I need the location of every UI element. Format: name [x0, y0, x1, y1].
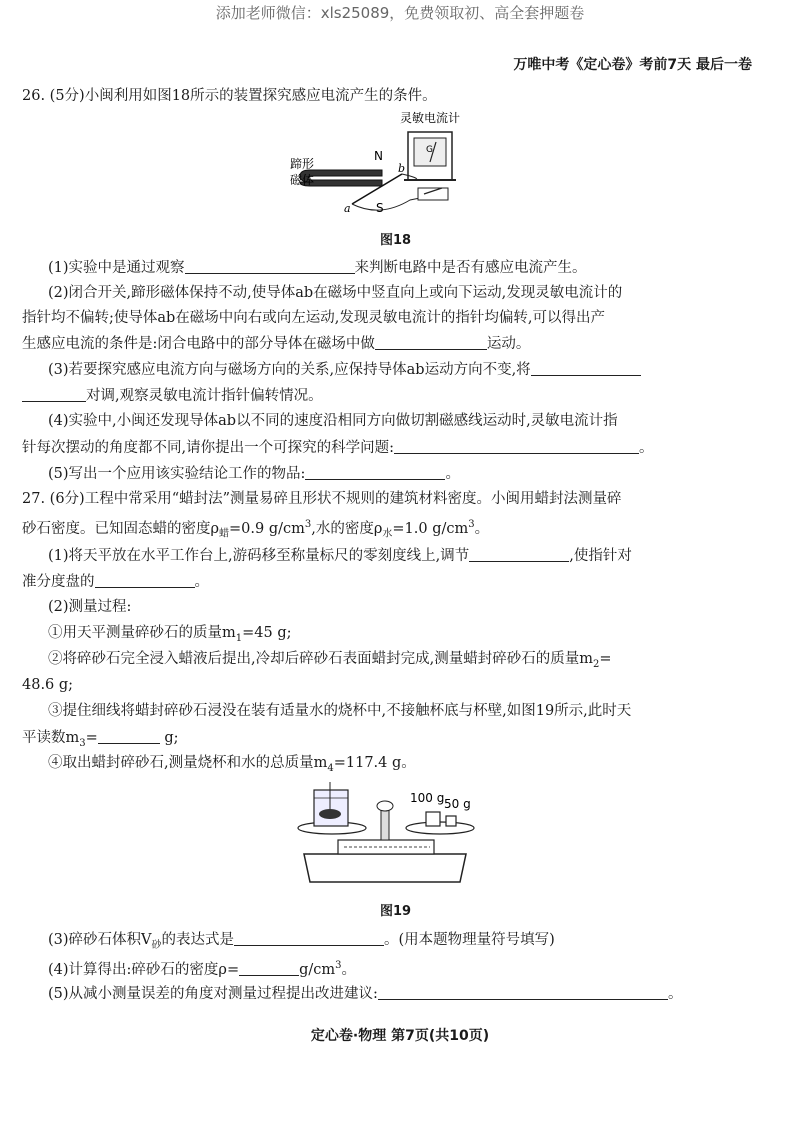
label-g: G: [426, 145, 433, 155]
blank-q27-5[interactable]: [378, 983, 668, 1000]
q26-p2c: 生感应电流的条件是:闭合电路中的部分导体在磁场中做 运动。: [22, 333, 530, 354]
q26-p4a: (4)实验中,小闽还发现导体ab以不同的速度沿相同方向做切割磁感线运动时,灵敏电流计指: [48, 413, 618, 429]
q27-stem2: 砂石密度。已知固态蜡的密度$\rho_蜡=0.9$ $g/cm^3$,水的密度$\rho_水=1.0$ $g/cm^3$。: [22, 519, 490, 540]
q26-p1: (1)实验中是通过观察 来判断电路中是否有感应电流产生。: [48, 257, 587, 278]
q27-s3a: ③提住细线将蜡封碎砂石浸没在装有适量水的烧杯中,不接触杯底与杯壁,如图19所示,此时天: [48, 703, 632, 719]
label-s: S: [376, 201, 384, 215]
balance-pillar: [381, 808, 389, 840]
q27-s2: ②将碎砂石完全浸入蜡液后提出,冷却后碎砂石表面蜡封完成,测量蜡封碎砂石的质量$m_2=$: [48, 651, 612, 670]
watermark: 添加老师微信：xls25089，免费领取初、高全套押题卷: [215, 4, 585, 22]
label-b: b: [398, 162, 406, 175]
blank-q27-4[interactable]: [239, 959, 299, 976]
label-galvanometer: 灵敏电流计: [400, 111, 461, 125]
wax-coated-stone: [319, 809, 341, 819]
label-magnet-2: 磁体: [290, 173, 315, 187]
page-header: 万唯中考《定心卷》考前7天 最后一卷: [513, 57, 752, 73]
blank-q26-5[interactable]: [305, 463, 445, 480]
q27-p2: (2)测量过程:: [48, 599, 132, 615]
blank-q26-1[interactable]: [185, 257, 355, 274]
q27-p3: (3)碎砂石体积$V_砂$的表达式是 。(用本题物理量符号填写): [48, 929, 555, 956]
q27-s1: ①用天平测量碎砂石的质量$m_1=45$ g;: [48, 625, 292, 644]
label-50g: 50 g: [444, 797, 471, 811]
q27-s2c: 48.6 g;: [22, 677, 74, 693]
label-n: N: [374, 149, 383, 163]
weight-50g: [446, 816, 456, 826]
blank-q27-2[interactable]: [95, 571, 195, 588]
balance-base: [304, 854, 466, 882]
q26-p4b: 针每次摆动的角度都不同,请你提出一个可探究的科学问题: 。: [22, 437, 654, 458]
label-a: a: [344, 202, 351, 215]
blank-q27-1[interactable]: [469, 545, 569, 562]
q27-s3b: 平读数$m_3= g$;: [22, 727, 179, 754]
weight-100g: [426, 812, 440, 826]
q26-p5: (5)写出一个应用该实验结论工作的物品: 。: [48, 463, 460, 484]
label-100g: 100 g: [410, 791, 445, 805]
q26-p2a: (2)闭合开关,蹄形磁体保持不动,使导体ab在磁场中竖直向上或向下运动,发现灵敏电流计的: [48, 285, 623, 301]
page-footer: 定心卷·物理 第7页(共10页): [310, 1028, 490, 1044]
figure-18-apparatus: [290, 108, 480, 220]
q27-p5: (5)从减小测量误差的角度对测量过程提出改进建议: 。: [48, 983, 682, 1004]
blank-q26-4[interactable]: [394, 437, 639, 454]
figure-19-balance: [290, 782, 480, 892]
q26-p3a: (3)若要探究感应电流方向与磁场方向的关系,应保持导体ab运动方向不变,将: [48, 359, 641, 380]
q27-p1c: 准分度盘的 。: [22, 571, 209, 592]
switch: [418, 188, 448, 200]
blank-q26-3[interactable]: [531, 359, 641, 376]
label-magnet-1: 蹄形: [290, 157, 315, 171]
figure-19-caption: 图19: [380, 904, 412, 919]
q26-stem: 26. (5分)小闽利用如图18所示的装置探究感应电流产生的条件。: [22, 88, 437, 104]
blank-q27-3[interactable]: [234, 929, 384, 946]
q26-p3b: 对调,观察灵敏电流计指针偏转情况。: [22, 385, 323, 406]
q26-p2b: 指针均不偏转;使导体ab在磁场中向右或向左运动,发现灵敏电流计的指针均偏转,可以得出产: [22, 310, 606, 326]
figure-18-caption: 图18: [380, 233, 412, 248]
blank-q26-3b[interactable]: [22, 385, 86, 402]
conductor-ab: [352, 174, 402, 204]
q27-p4: (4)计算得出:碎砂石的密度$\rho= g/cm^3$。: [48, 960, 357, 978]
q27-s4: ④取出蜡封碎砂石,测量烧杯和水的总质量$m_4=117.4$ g。: [48, 755, 416, 774]
beaker: [314, 790, 348, 826]
pointer-dial: [377, 801, 393, 811]
q27-stem1: 27. (6分)工程中常采用“蜡封法”测量易碎且形状不规则的建筑材料密度。小闽用蜡封法测量碎: [22, 491, 622, 507]
blank-q27-m3[interactable]: [98, 727, 160, 744]
blank-q26-2[interactable]: [375, 333, 487, 350]
q27-p1a: (1)将天平放在水平工作台上,游码移至称量标尺的零刻度线上,调节 ,使指针对: [48, 545, 632, 566]
